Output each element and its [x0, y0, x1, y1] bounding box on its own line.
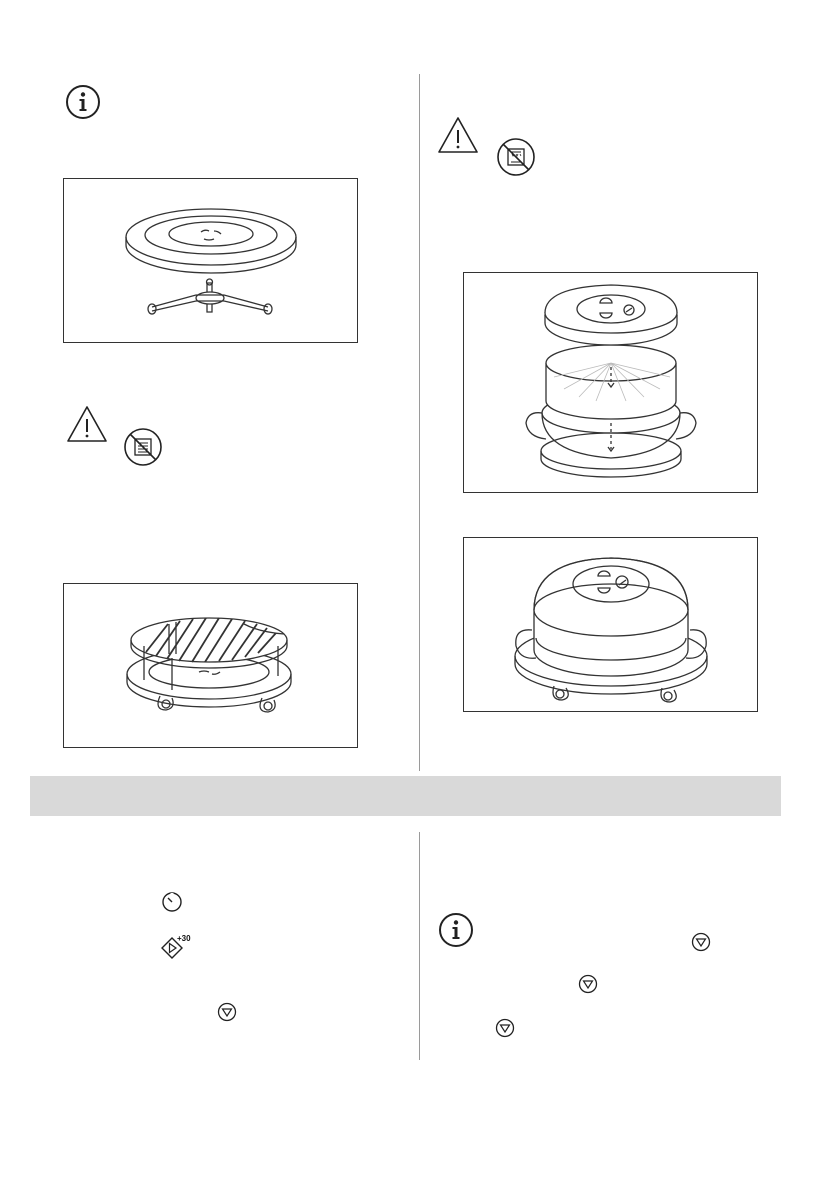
no-grill-mode-icon: [122, 426, 164, 473]
warning-icon: [66, 405, 108, 448]
info-icon: [65, 84, 101, 125]
no-oven-mode-icon: [495, 136, 537, 183]
start-plus-30-badge: +30: [177, 934, 191, 943]
figure-turntable: [63, 178, 358, 343]
figure-steam-cooker-assembled: [463, 537, 758, 712]
warning-icon-right: [437, 116, 479, 159]
down-arrow-button-icon-3: [578, 974, 598, 999]
down-arrow-button-icon-2: [691, 932, 711, 957]
section-heading-band: [30, 776, 781, 816]
down-arrow-button-icon: [217, 1002, 237, 1027]
figure-steam-cooker-exploded: [463, 272, 758, 493]
figure-grill-rack: [63, 583, 358, 748]
column-divider-top: [419, 74, 420, 771]
info-icon-lower: [438, 912, 474, 953]
down-arrow-button-icon-4: [495, 1018, 515, 1043]
column-divider-bottom: [419, 832, 420, 1060]
timer-icon: [161, 891, 183, 918]
